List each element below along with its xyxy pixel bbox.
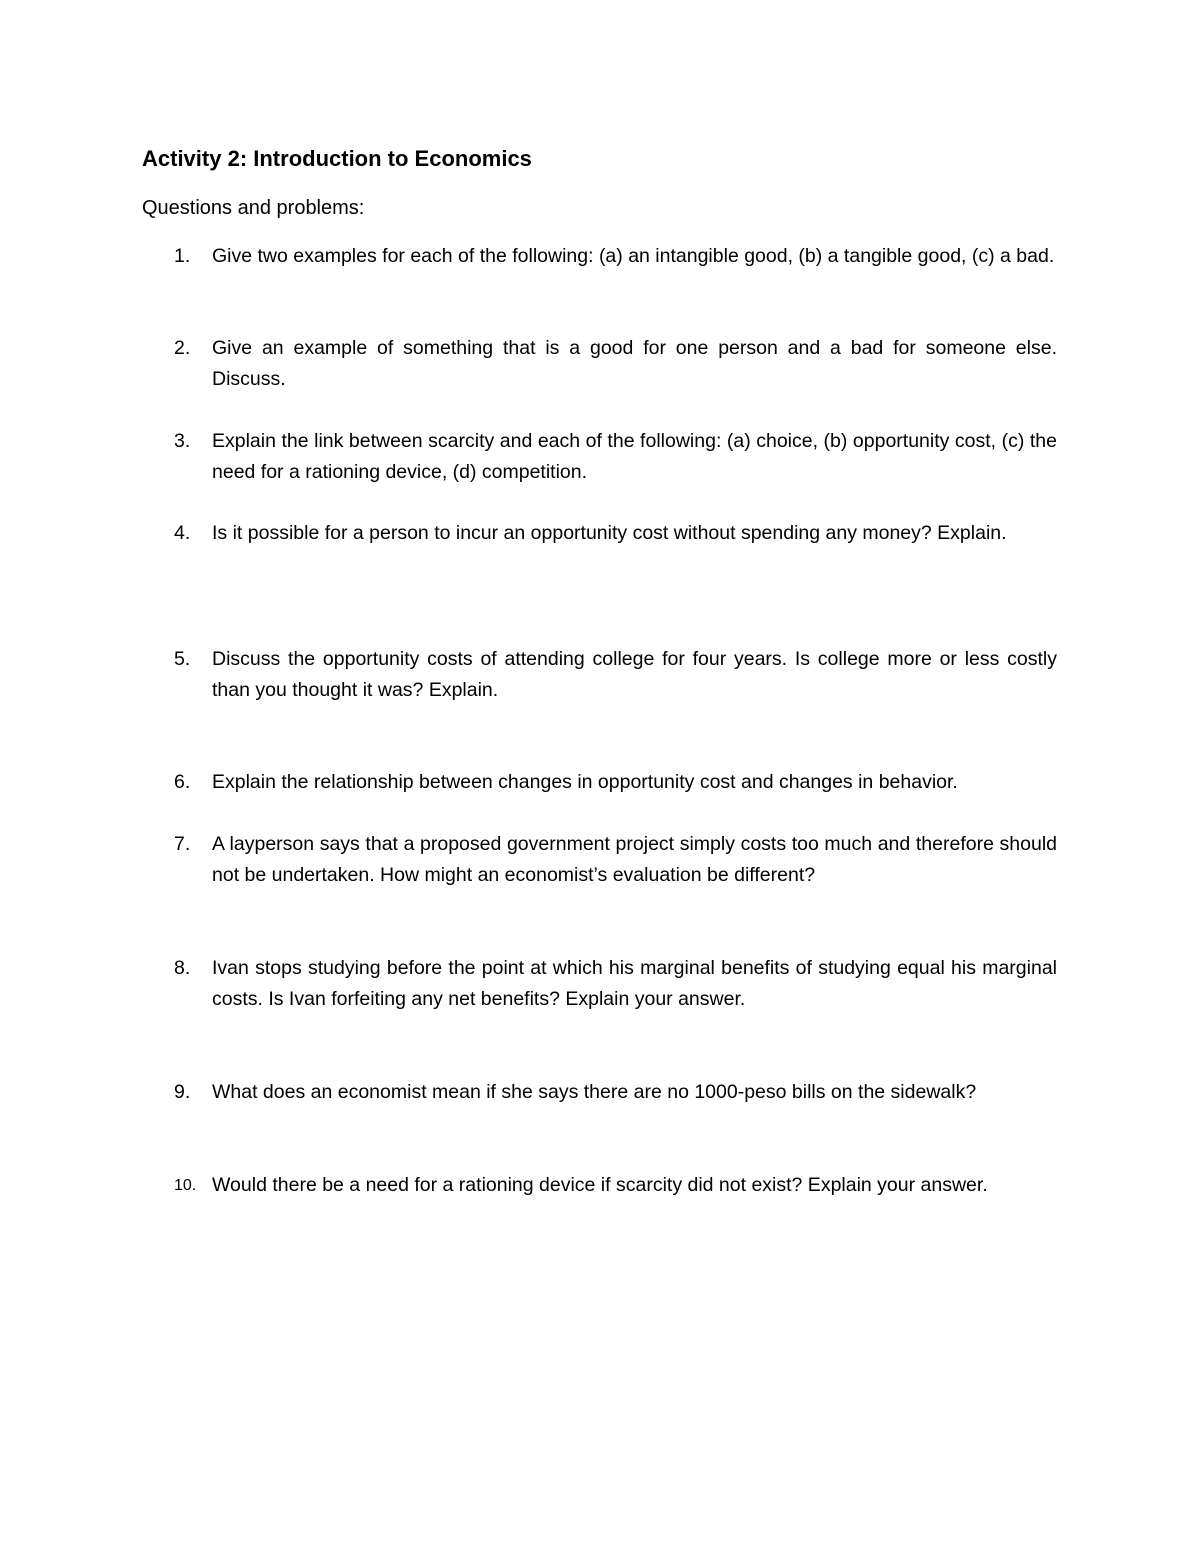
question-text: Would there be a need for a rationing device if scarcity did not exist? Explain your answer. bbox=[212, 1174, 988, 1196]
question-number: 2. bbox=[174, 337, 191, 359]
question-text: Explain the link between scarcity and each of the following: (a) choice, (b) opportunity cost, (c) the need for a rationing device, (d) competition. bbox=[212, 430, 1057, 483]
question-text: A layperson says that a proposed government project simply costs too much and therefore should not be undertaken. How might an economist’s evaluation be different? bbox=[212, 833, 1057, 886]
question-text: Ivan stops studying before the point at which his marginal benefits of studying equal his marginal costs. Is Ivan forfeiting any net benefits? Explain your answer. bbox=[212, 957, 1057, 1010]
question-item bbox=[174, 333, 1057, 395]
question-number: 5. bbox=[174, 648, 191, 670]
section-heading: Questions and problems: bbox=[142, 197, 365, 219]
question-item bbox=[174, 241, 1057, 272]
question-number: 6. bbox=[174, 771, 191, 793]
question-text: Give an example of something that is a good for one person and a bad for someone else. Discuss. bbox=[212, 337, 1057, 390]
question-text: Explain the relationship between changes in opportunity cost and changes in behavior. bbox=[212, 771, 958, 793]
question-item bbox=[174, 644, 1057, 706]
question-text: Give two examples for each of the following: (a) an intangible good, (b) a tangible good, (c) a bad. bbox=[212, 245, 1055, 267]
question-text: Discuss the opportunity costs of attending college for four years. Is college more or less costly than you thought it was? Explain. bbox=[212, 648, 1057, 701]
page-title: Activity 2: Introduction to Economics bbox=[142, 146, 532, 171]
question-text: What does an economist mean if she says there are no 1000-peso bills on the sidewalk? bbox=[212, 1081, 977, 1103]
question-item bbox=[174, 953, 1057, 1015]
question-item bbox=[174, 1170, 1057, 1201]
question-item bbox=[174, 767, 1057, 798]
question-item bbox=[174, 426, 1057, 488]
question-number: 4. bbox=[174, 522, 191, 544]
question-number: 10. bbox=[174, 1177, 197, 1194]
question-number: 9. bbox=[174, 1081, 191, 1103]
question-item bbox=[174, 1077, 1057, 1108]
question-number: 7. bbox=[174, 833, 191, 855]
question-number: 8. bbox=[174, 957, 191, 979]
question-number: 1. bbox=[174, 245, 191, 267]
question-number: 3. bbox=[174, 430, 191, 452]
question-item bbox=[174, 829, 1057, 891]
question-text: Is it possible for a person to incur an opportunity cost without spending any money? Explain. bbox=[212, 522, 1007, 544]
question-item bbox=[174, 518, 1057, 549]
